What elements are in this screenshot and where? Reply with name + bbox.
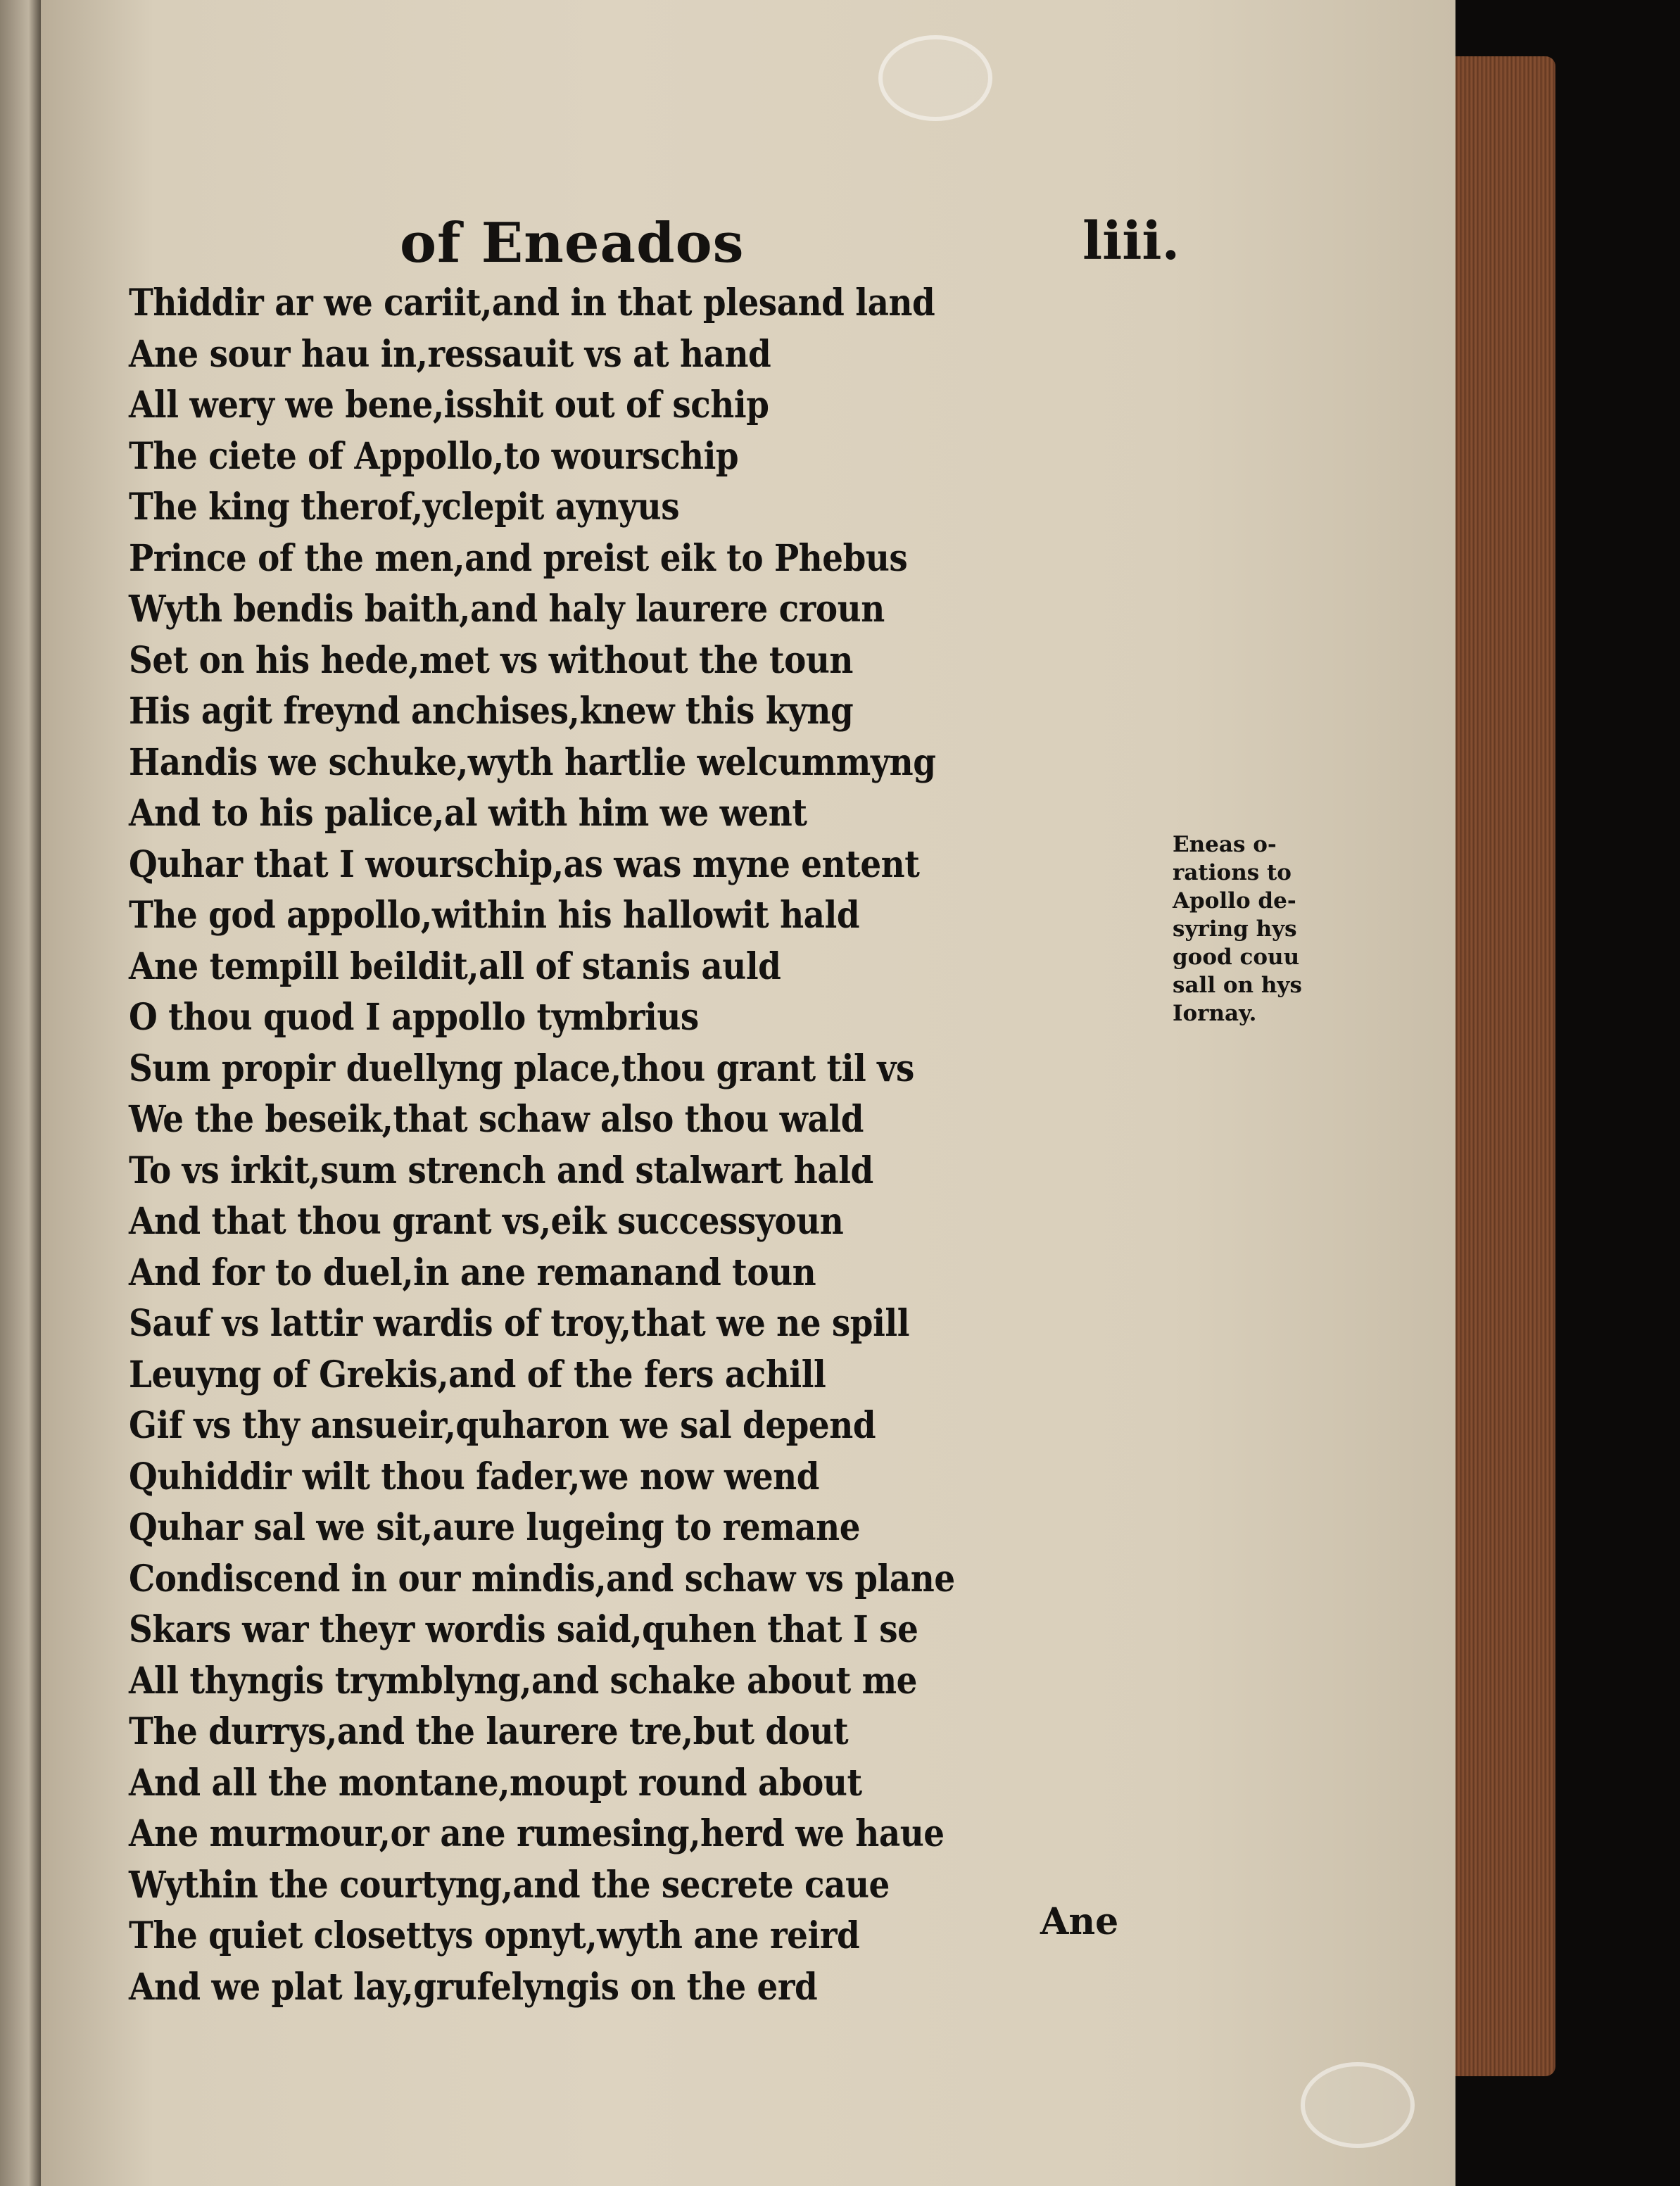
verse-line: All wery we bene,isshit out of schip	[129, 384, 769, 427]
catchword: Ane	[1040, 1900, 1119, 1943]
verse-line: Ane sour hau in,ressauit vs at hand	[129, 332, 771, 376]
verse-line: Quhar that I wourschip,as was myne entent	[129, 842, 920, 886]
verse-line: Thiddir ar we cariit,and in that plesand land	[129, 282, 935, 324]
page-clip-top	[878, 35, 992, 121]
marginal-note-line: syring hys	[1173, 916, 1297, 942]
verse-line: The quiet closettys opnyt,wyth ane reird	[129, 1914, 860, 1957]
marginal-note-line: rations to	[1173, 860, 1291, 885]
verse-line: Condiscend in our mindis,and schaw vs plane	[129, 1557, 955, 1600]
verse-line: We the beseik,that schaw also thou wald	[129, 1098, 864, 1141]
verse-line: Ane tempill beildit,all of stanis auld	[129, 944, 781, 988]
verse-line: Prince of the men,and preist eik to Phebus	[129, 536, 908, 580]
running-title: of Eneados	[400, 211, 745, 275]
verse-line: Quhiddir wilt thou fader,we now wend	[129, 1455, 819, 1498]
verse-line: Handis we schuke,wyth hartlie welcummyng	[129, 740, 936, 784]
marginal-note	[1173, 830, 1341, 1028]
verse-line: And all the montane,moupt round about	[129, 1761, 862, 1805]
verse-line: To vs irkit,sum strench and stalwart hald	[129, 1149, 873, 1192]
verse-line: All thyngis trymblyng,and schake about me	[129, 1659, 917, 1702]
marginal-note-line: sall on hys	[1173, 973, 1302, 998]
verse-line: His agit freynd anchises,knew this kyng	[129, 690, 854, 733]
verse-line: And that thou grant vs,eik successyoun	[129, 1200, 844, 1243]
verse-line: And we plat lay,grufelyngis on the erd	[129, 1965, 818, 2009]
verse-line: The durrys,and the laurere tre,but dout	[129, 1710, 849, 1753]
marginal-note-line: Eneas o-	[1173, 832, 1277, 857]
verse-line: Sum propir duellyng place,thou grant til vs	[129, 1047, 914, 1090]
verse-line: The ciete of Appollo,to wourschip	[129, 434, 739, 478]
verse-line: Wythin the courtyng,and the secrete caue	[129, 1863, 890, 1907]
facing-page-edge	[0, 0, 41, 2186]
marginal-note-line: good couu	[1173, 944, 1300, 970]
page-clip-bottom	[1301, 2062, 1415, 2148]
verse-line: The king therof,yclepit aynyus	[129, 486, 680, 529]
folio-number: liii.	[1082, 211, 1180, 272]
verse-line: Gif vs thy ansueir,quharon we sal depend	[129, 1404, 876, 1447]
verse-line: Ane murmour,or ane rumesing,herd we haue	[129, 1812, 945, 1855]
verse-line: The god appollo,within his hallowit hald	[129, 894, 860, 937]
verse-line: Sauf vs lattir wardis of troy,that we ne spill	[129, 1302, 910, 1345]
marginal-note-line: Apollo de-	[1173, 888, 1296, 914]
book-page	[41, 0, 1455, 2186]
verse-line: And to his palice,al with him we went	[129, 792, 807, 835]
verse-line: Leuyng of Grekis,and of the fers achill	[129, 1353, 826, 1396]
verse-line: Quhar sal we sit,aure lugeing to remane	[129, 1506, 861, 1549]
marginal-note-line: Iornay.	[1173, 1001, 1257, 1026]
verse-line: And for to duel,in ane remanand toun	[129, 1251, 816, 1294]
verse-line: Skars war theyr wordis said,quhen that I se	[129, 1608, 918, 1651]
verse-line: Set on his hede,met vs without the toun	[129, 638, 854, 682]
verse-line: O thou quod I appollo tymbrius	[129, 996, 699, 1039]
verse-line: Wyth bendis baith,and haly laurere croun	[129, 588, 885, 631]
verse-text-block	[129, 278, 1009, 2013]
